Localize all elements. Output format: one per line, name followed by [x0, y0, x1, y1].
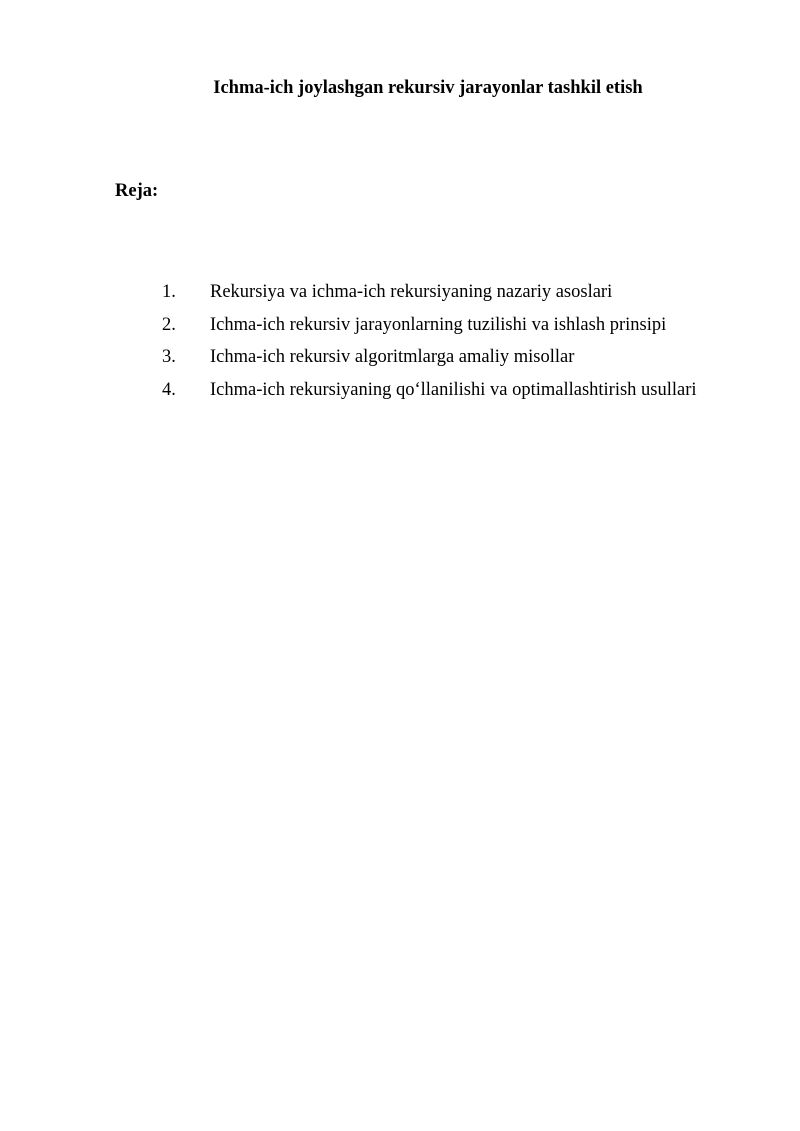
plan-item-number: 3. [162, 347, 176, 367]
plan-item-text: Ichma-ich rekursiyaning qo‘llanilishi va optimallashtirish usullari [210, 379, 697, 400]
plan-heading: Reja: [115, 181, 159, 201]
plan-item-number: 1. [162, 282, 176, 302]
plan-item-number: 4. [162, 379, 176, 400]
plan-item-text: Ichma-ich rekursiv algoritmlarga amaliy misollar [210, 347, 575, 367]
plan-item-text: Rekursiya va ichma-ich rekursiyaning nazariy asoslari [210, 282, 613, 302]
document-title: Ichma-ich joylashgan rekursiv jarayonlar tashkil etish [213, 78, 643, 98]
plan-item-text: Ichma-ich rekursiv jarayonlarning tuzilishi va ishlash prinsipi [210, 314, 667, 335]
plan-item-number: 2. [162, 314, 176, 335]
